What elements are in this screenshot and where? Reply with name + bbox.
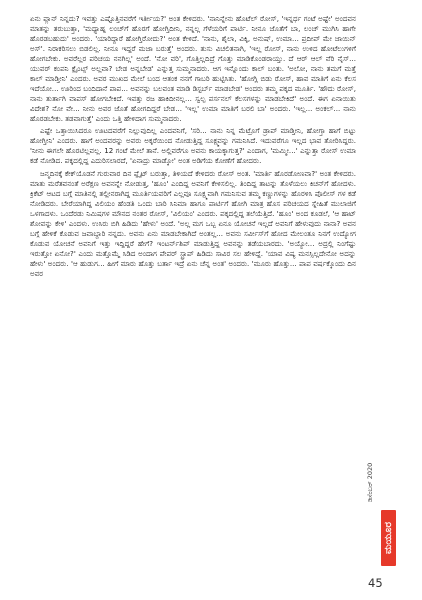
magazine-logo-text: ಮಯೂರ [383, 522, 394, 554]
article-paragraph-1: ಏನು ಪ್ಲಾನ್ ನಿನ್ನದು? ಇವತ್ತು ಎಷ್ಟೊತ್ತಿನವರೆಗೆ ಇರ್ತೀಯ?' ಅಂತ ಕೇಳಿದರು. 'ನಾನಿನ್ನೇನು ಹೊಟೆಲ್ ರೋಸ್, 'ಇನ್ನರ್ಧ ಗಂಟೆ ಅಷ್ಟೇ' ಅಂದವನ ಮಾತನ್ನು ತರುಬುತ್ತಾ, 'ಮಧ್ಯಾಹ್ನ ಲಂಚ್‌ಗೆ ಹೊರಗೆ ಹೋಗ್ತಿದೀನಿ, ನನ್ನಲ್ಲ ಗೆಳೆಯರಿಗೆ ಪಾರ್ಟಿ. ನೀನೂ ಜೊತೆಗೆ ಬಾ, ಲಂಚ್ ಮುಗಿಸಿ ಹಾಗೇ ಹೊರಡಬಹುದು' ಅಂದರು. 'ಯಾರಿದ್ದಾರೆ ಹೋಗ್ತಿರೋದು?' ಅಂತ ಕೇಳಿದೆ. 'ನಾನು, ಶೈಲಾ, ವಿಕ್ಕಿ, ಅನುಷ್, ಉಮಾ... ಪ್ರದೀಪ್ ಮೇ ಜಾಯಿನ್ ಅಸ್'. ನಿರಾಕರಿಸಲು ಬಿಡಲಿಲ್ಲ. ನೀನೂ ಇದ್ದರೆ ಮಜಾ ಬರುತ್ತೆ' ಅಂದರು. ತುಸು ವಿಚಲಿತನಾಗಿ, 'ಇಲ್ಲ ರೋಸ್, ನಾನು ಉಳಿದ ಹೋಟೆಲುಗಳಿಗೆ ಹೋಗಬೇಕು. ಅವರೆಲ್ಲರ ಪರಿಚಯ ನನಗಿಲ್ಲ' ಅಂದೆ. 'ನೋ ವರಿ', ಗೊತ್ತಿಲ್ಲದಿದ್ರೆ ಗೊತ್ತು ಮಾಡಿಕೊಂಡರಾಯ್ತು. ದೆ ಆರ್ ಆಲ್ ವೆರಿ ನೈಸ್... ಯುವರ್ ಕಂಪನಿ ಕ್ಲೈಂಟ್ಸ್ ಅಲ್ಲವಾ? ಬೇಡ ಅನ್ನಬೇಡ' ಎನ್ನುತ್ತ ಸುಮ್ಮನಾದರು. ಆಗ ಇನ್ನೊಂದು ಕಾಲ್ ಬಂತು. 'ಅಲೋ, ನಾನು ತಮಗೆ ಮತ್ತೆ ಕಾಲ್ ಮಾಡ್ತೀನಿ' ಎಂದರು. ಅವರ ಮುಖದ ಮೇಲೆ ಬಂದ ಆತಂಕ ನನಗೆ ಗಾಬರಿ ಹುಟ್ಟಿಸಿತು. 'ಹೋಗ್ಲಿ ಬಿಡು ರೋಸ್, ಹಾವ ಮಾತಿಗೆ ಏನು ಕೆಲಸ ಇದೆಯೋ... ಊರಿಂದ ಬಂದಿದಾನೆ ಪಾಪ... ಅವನನ್ನು ಬಲವಂತ ಮಾಡಿ ಡಿಸ್ಟರ್ಬ್ ಮಾಡಬೇಡ' ಅಂದರು ತಮ್ಮ ಪಕ್ಕದ ಮೂರ್ತಿ. 'ಹೌದು ರೋಸ್, ನಾನು ತುರ್ತಾಗಿ ವಾಪಸ್ ಹೋಗಬೇಕಿದೆ. ಇವತ್ತು ರಜ ಹಾಕಿದೀನಲ್ಲ... ಸ್ವಲ್ಪ ಪರ್ಸನಲ್ ಕೆಲಸಗಳನ್ನು ಮಾಡಬೇಕಿದೆ' ಅಂದೆ. ಈಗ ಏನಾಯಿತು ವಿದೇಶ? ನೋ ವೇ... ನೀನು ಅವರ ಜೊತೆ ಹೋಗದಿದ್ದರೆ ಬೇಡ... 'ಇಲ್ಲ' ಉಮಾ ಮಾತಿಗೆ ಬರಲಿ ಬಾ' ಅಂದರು. 'ಇಲ್ಲ... ಅಂಕಲ್... ನಾನು ಹೊರಡಬೇಕು. ತಡವಾಗುತ್ತೆ' ಎಂದು ಒತ್ತಿ ಹೇಳಿದಾಗ ಸುಮ್ಮನಾದರು. [30, 14, 356, 123]
article-body [30, 14, 356, 580]
magazine-logo [381, 510, 396, 566]
issue-date: ಡಿಸೆಂಬರ್ 2020 [366, 462, 374, 502]
article-paragraph-2: ಎಷ್ಟೇ ಒತ್ತಾಯಿಸಿದರೂ ಊಟದವರೆಗೆ ನಿಲ್ಲುವುದಿಲ್ಲ ಎಂದವನಿಗೆ, 'ಸರಿ... ನಾನು ನಿನ್ನ ಮೆಟ್ರೊಗೆ ಡ್ರಾಪ್ ಮಾಡ್ತೀನಿ, ಹೋಗ್ತಾ ಹಾಗೆ ಬಿಟ್ಟು ಹೋಗ್ತೀನಿ' ಎಂದರು. ಹಾಗೆ ಅಂದವರನ್ನು ಅವರು ಅಕ್ಕರೆಯಿಂದ ನೋಡುತ್ತಿದ್ದ ಸೂಕ್ಷ್ಮವನ್ನು ಗಮನಿಸಿದೆ. ಇದುವರೆಗೂ ಇಲ್ಲದ ಭಾವ ತೋರಿಸಿದ್ದರು. 'ನೀನು ಈಗಲೇ ಹೊರಟಿಲ್ಲವಲ್ಲ. 12 ಗಂಟೆ ಮೇಲೆ ತಾನೆ. ಅಲ್ಲಿವರೆಗೂ ಅವನು ಕಾಯಕ್ಕಾಗುತ್ತ?' ಎಂದಾಗ, 'ಮಮ್ಮೀ...' ಎನ್ನುತ್ತಾ ರೋಸ್ ಉಮಾ ಕಡೆ ನೋಡಿದ. ಪಕ್ಕದಲ್ಲಿದ್ದ ಎದುರಿಸಲಾರದೆ, 'ಏನಾದ್ರು ಮಾಡ್ಕೋ' ಅಂತ ಅಡಿಗೆಯ ಕೋಣೆಗೆ ಹೋದರು. [30, 126, 356, 166]
page-number: 45 [368, 576, 383, 590]
article-paragraph-3: ಜನ್ಮದಿನಕ್ಕೆ ಕೇಕ್‌ಯೊಡನೆ ಗುರುವಾರ ದಿನ ಫ್ಲೈಟ್ ಬರುತ್ತಾ, ತಿಳಿಯದೆ ಕೇಳಿದರು ರೋಸ್ ಅಂತ. 'ಮಾರ್ತಿ ಹೊರಡೋಣವಾ?' ಅಂತ ಕೇಳಿದರು. ಮಾತು ಮರೆತವನಂತೆ ಅರೆಕ್ಷಣ ಅವನನ್ನೇ ನೋಡುತ್ತ, 'ಹೂಂ' ಎಂದಿದ್ದ ಅವನಿಗೆ ಕೇಳಿಸಲಿಲ್ಲ. ತಿಂದಿದ್ದ ತಾಟನ್ನು ತೊಳೆಯಲು ಕಿಚನ್‌ಗೆ ಹೋದಳು. ಕ್ರಿಕೆಟ್ ಆಟದ ಬಗ್ಗೆ ಮಾತಿನಲ್ಲಿ ತಲ್ಲೀನರಾಗಿದ್ದ ಮೂರ್ತಿಯವರಿಗೆ ಎಲ್ಲವೂ ಸೂಕ್ಷ್ಮವಾಗಿ ಗಮನಿಸುವ ತಮ್ಮ ಕಣ್ಣುಗಳನ್ನು ಹೊರಳಿಸಿ ಪೊಲೀಸ್ ಗಳ ಕಡೆ ನೋಡಿದರು. ಬೇರೆಯಾಗಿದ್ದ ವಿಲಿಯಂ ಹೆಂಡತಿ ಒಂದು ಬಾರಿ ಸಿನಿಮಾ ಹಾಗೂ ಪಾರ್ಟಿಗೆ ಹೋಗಿ ಮಾತ್ರ ಹೊಸ ಪರಿಚಯದ ಸ್ನೇಹಿತೆ ಮುಲಾಜಿಗೆ ಒಳಗಾದಳು. ಒಂದೆರಡು ನಿಮಿಷಗಳ ಮೌನದ ನಂತರ ರೋಸ್, 'ವಿಲಿಯಂ' ಎಂದರು. ಪಕ್ಕದಲ್ಲಿದ್ದ ತಲೆಯೆತ್ತಿದೆ. 'ಹೂಂ' ಅಂದ ಕೂಡಲೆ, 'ಆ ಹಾಟ್ ಶೋವನ್ನು ಕೇಳಿ' ಎಂದಳು. ಉಸಿರು ಬಿಗಿ ಹಿಡಿದು 'ಹೇಳು' ಅಂದೆ. 'ಅಲ್ಲ ಮಗ ಒಬ್ಬ ಏನೂ ಯೋಚನೆ ಇಲ್ಲದೆ ಅವನಿಗೆ ಹೇಳುವುದು ನಾನಾ? ಅವನ ಬಗ್ಗೆ ಹೇಳಿಕೆ ಕೊಡುವ ಜವಾಬ್ದಾರಿ ನನ್ನದು. ಅವನು ಏನು ಮಾಡಬೇಕಾಗಿದೆ ಅಂತಲ್ಲ... ಅವನು ಸರ್ವೀಸ್‌ಗೆ ಹೋದ ಮೇಲಂತೂ ನಿನಗೆ ಉದ್ಯೋಗ ಕೊಡುವ ಯೋಚನೆ ಅವನಿಗೆ ಇತ್ತು ಇದ್ದಿದ್ದರೆ ಹೇಗೆ? ಇಂಟರ್ನ್‌ಶಿಪ್ ಮಾಡುತ್ತಿದ್ದ ಅವನನ್ನು ತಡೆಯಬಾರದು. 'ಅಯ್ಯೋ... ಅದ್ರಲ್ಲಿ ನಿಂಗೆಷ್ಟು ಇರುತ್ತೋ ಏನೋ?' ಎಂದು ಮತ್ತೊಮ್ಮೆ ಸಿಡಿದ ಅಂದಾಗ ಪೇಪರ್ ಸ್ಟ್ರಾಪ್ ಹಿಡಿದು ಸಾವಿರ ಸಲ ಹೇಳಿದ್ದೆ. 'ಯಾವ ವಿಷ್ಯ ಮನಸ್ಸಿಲ್ಲದೇನೋ ಅದನ್ನು ಹೇಳು' ಅಂದರು. 'ಆ ಹುಡುಗ... ಹೀಗೆ ಮಾರು ಹೊತ್ತು ಬರ್ತಾ ಇದ್ರೆ ಏನು ಚೆನ್ನ ಅಂತ' ಅಂದರು. 'ಮೂರು ಹೊತ್ತು... ಪಾಪ ವರ್ಷಕ್ಕೊಂದು ದಿನ ಅವರ [30, 169, 356, 278]
